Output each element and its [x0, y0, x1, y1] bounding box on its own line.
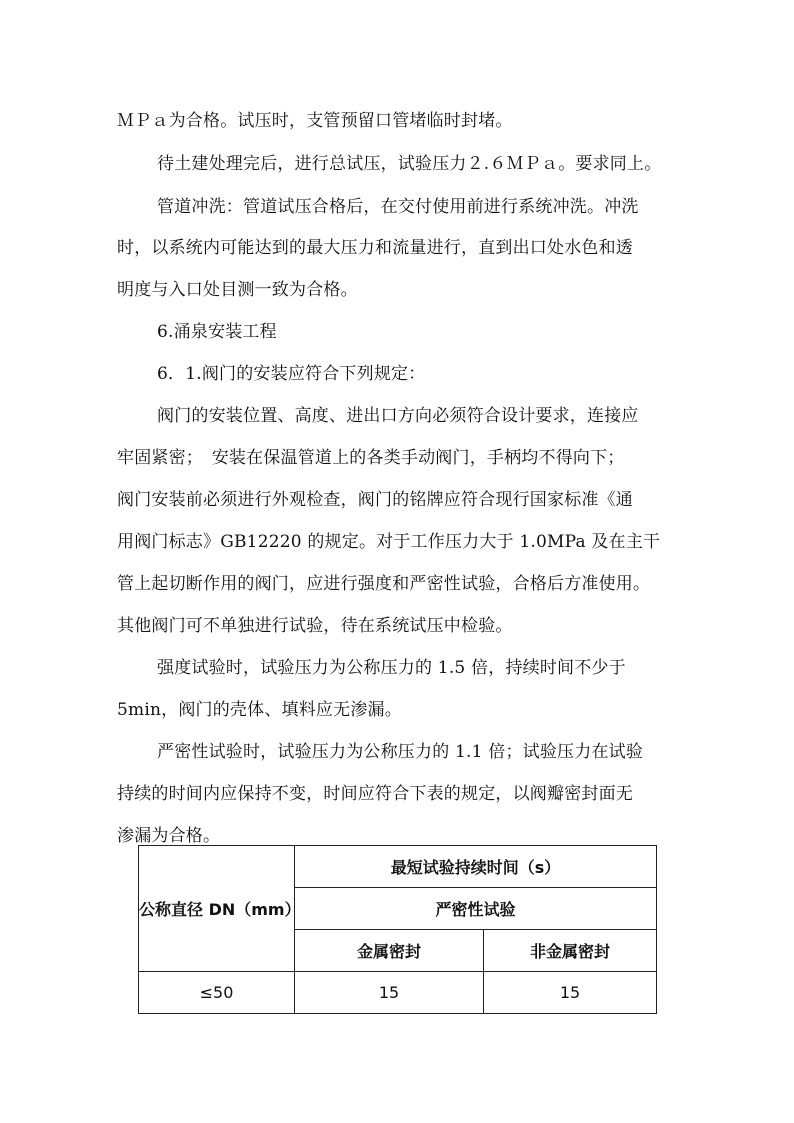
paragraph-line: 用阀门标志》GB12220 的规定。对于工作压力大于 1.0MPa 及在主干 [117, 532, 661, 552]
header-nominal-diameter: 公称直径 DN（mm） [139, 846, 295, 972]
paragraph-line: 5min，阀门的壳体、填料应无渗漏。 [117, 700, 402, 720]
header-metal-seal: 金属密封 [295, 930, 484, 972]
paragraph-line: 其他阀门可不单独进行试验，待在系统试压中检验。 [117, 616, 513, 636]
paragraph-line: 管道冲洗：管道试压合格后，在交付使用前进行系统冲洗。冲洗 [157, 197, 639, 217]
paragraph-line: 待土建处理完后，进行总试压，试验压力２.６ＭＰａ。要求同上。 [157, 154, 662, 174]
section-heading: 6.涌泉安装工程 [157, 322, 277, 342]
test-duration-table [138, 845, 657, 1014]
header-tightness-test: 严密性试验 [295, 888, 657, 930]
paragraph-line: 持续的时间内应保持不变，时间应符合下表的规定，以阀瓣密封面无 [117, 784, 633, 804]
header-min-duration: 最短试验持续时间（s） [295, 846, 657, 888]
paragraph-line: ＭＰａ为合格。试压时，支管预留口管堵临时封堵。 [117, 111, 513, 131]
paragraph-line: 阀门的安装位置、高度、进出口方向必须符合设计要求，连接应 [157, 406, 639, 426]
table-row [139, 972, 657, 1014]
paragraph-line: 明度与入口处目测一致为合格。 [117, 280, 358, 300]
paragraph-line: 严密性试验时，试验压力为公称压力的 1.1 倍；试验压力在试验 [157, 742, 644, 762]
paragraph-line: 牢固紧密； 安装在保温管道上的各类手动阀门，手柄均不得向下； [117, 448, 625, 468]
table-header-row [139, 846, 657, 888]
header-nonmetal-seal: 非金属密封 [484, 930, 657, 972]
paragraph-line: 强度试验时，试验压力为公称压力的 1.5 倍，持续时间不少于 [157, 658, 626, 678]
paragraph-line: 管上起切断作用的阀门，应进行强度和严密性试验，合格后方准使用。 [117, 574, 651, 594]
paragraph-line: 阀门安装前必须进行外观检查，阀门的铭牌应符合现行国家标准《通 [117, 490, 633, 510]
paragraph-line: 渗漏为合格。 [117, 826, 221, 846]
cell-metal: 15 [295, 972, 484, 1014]
subsection-heading: 6．1.阀门的安装应符合下列规定： [157, 364, 426, 384]
paragraph-line: 时，以系统内可能达到的最大压力和流量进行，直到出口处水色和透 [117, 238, 633, 258]
cell-nonmetal: 15 [484, 972, 657, 1014]
cell-dn: ≤50 [139, 972, 295, 1014]
